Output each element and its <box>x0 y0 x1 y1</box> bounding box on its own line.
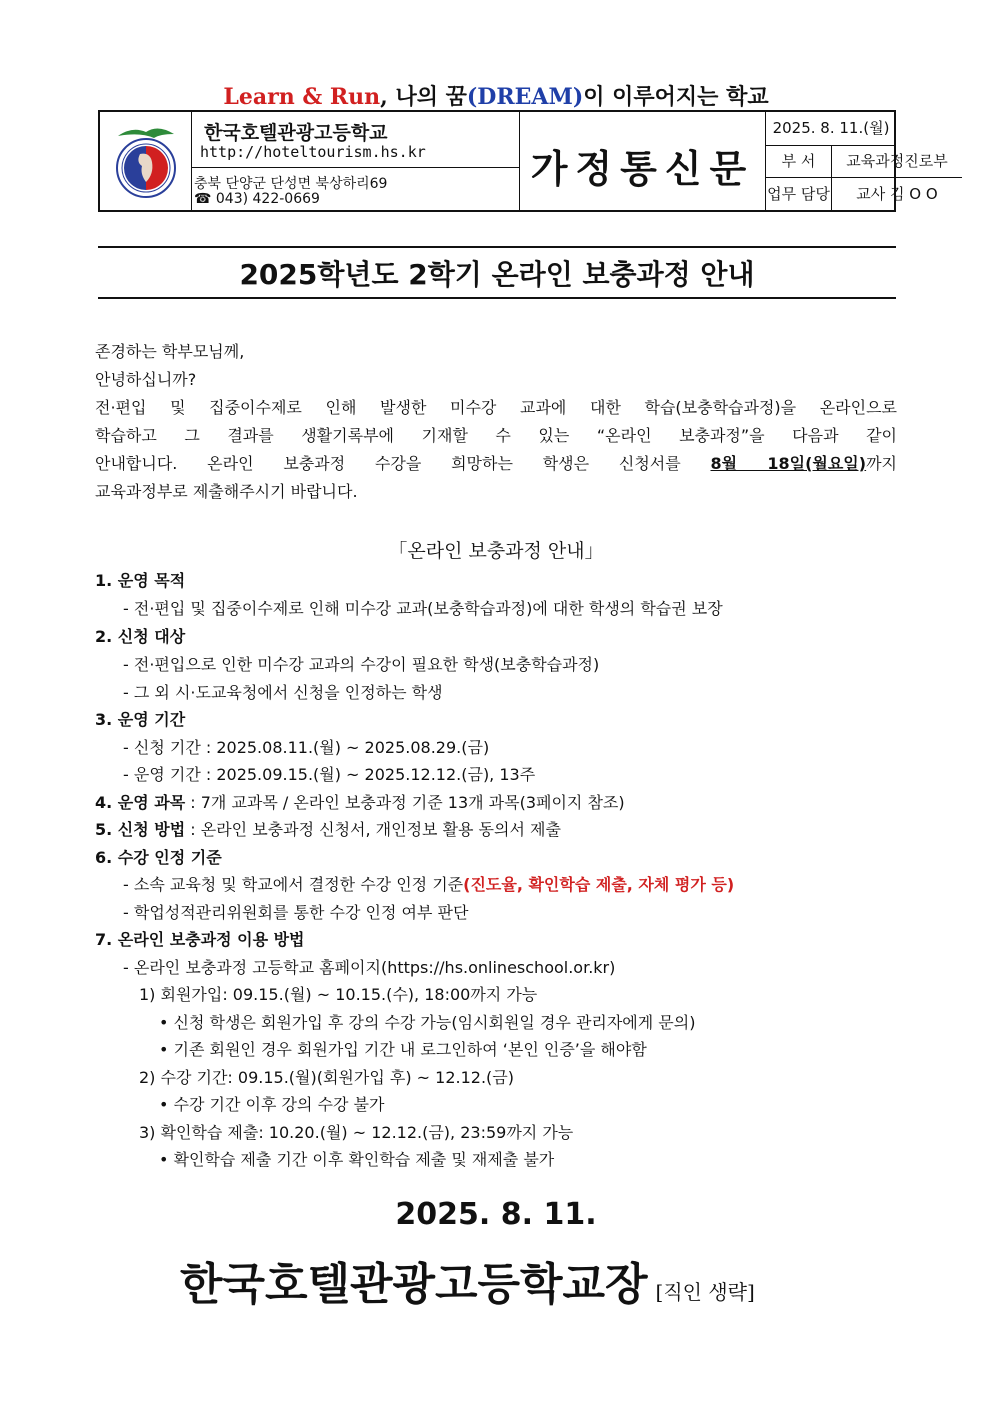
school-name: 한국호텔관광고등학교 <box>204 122 388 144</box>
slogan-dream: (DREAM) <box>466 84 584 110</box>
item-5 <box>95 816 561 843</box>
title-rule-top <box>98 246 896 248</box>
item-1-detail: - 전·편입 및 집중이수제로 인해 미수강 교과(보충학습과정)에 대한 학생의 학습권 보장 <box>123 599 723 618</box>
intro-line-3-pre: 안내합니다. 온라인 보충과정 수강을 희망하는 학생은 신청서를 <box>95 454 711 473</box>
item-7-step-3: 3) 확인학습 제출: 10.20.(월) ~ 12.12.(금), 23:59까지 가능 <box>139 1123 574 1142</box>
item-5-text: : 온라인 보충과정 신청서, 개인정보 활용 동의서 제출 <box>185 820 561 839</box>
intro-line-2: 학습하고 그 결과를 생활기록부에 기재할 수 있는 “온라인 보충과정”을 다음과 같이 <box>95 426 897 445</box>
staff-value: 교사 김 O O <box>856 185 938 203</box>
item-5-heading: 5. 신청 방법 <box>95 820 186 839</box>
seal-omitted: [직인 생략] <box>655 1280 755 1304</box>
doc-type-title: 가정통신문 <box>530 146 755 191</box>
principal-signature <box>180 1248 755 1312</box>
item-7-homepage: - 온라인 보충과정 고등학교 홈페이지(https://hs.onlineschool.or.kr) <box>123 958 616 977</box>
item-1-heading: 1. 운영 목적 <box>95 571 186 590</box>
item-7-heading: 7. 온라인 보충과정 이용 방법 <box>95 930 305 949</box>
school-address: 충북 단양군 단성면 북상하리69 <box>194 176 388 192</box>
item-2-heading: 2. 신청 대상 <box>95 627 186 646</box>
greeting-line-2: 안녕하십니까? <box>95 370 197 389</box>
item-4 <box>95 789 625 816</box>
doc-type-cell <box>520 112 766 210</box>
divider <box>192 167 519 168</box>
principal-name: 한국호텔관광고등학교장 <box>180 1259 648 1310</box>
item-7-step-1-bullet-b: • 기존 회원인 경우 회원가입 기간 내 로그인하여 ‘본인 인증’을 해야함 <box>159 1040 647 1059</box>
intro-line-4: 교육과정부로 제출해주시기 바랍니다. <box>95 482 358 501</box>
dept-value: 교육과정진로부 <box>832 145 962 178</box>
item-6-heading: 6. 수강 인정 기준 <box>95 848 222 867</box>
school-info-cell <box>192 112 520 210</box>
item-6-criteria-highlight: (진도율, 확인학습 제출, 자체 평가 등) <box>463 875 735 894</box>
greeting-line-1: 존경하는 학부모님께, <box>95 342 245 361</box>
school-slogan <box>0 80 992 111</box>
logo-cell <box>100 112 192 210</box>
item-7-step-3-bullet: • 확인학습 제출 기간 이후 확인학습 제출 및 재제출 불가 <box>159 1150 555 1169</box>
item-2-detail-a: - 전·편입으로 인한 미수강 교과의 수강이 필요한 학생(보충학습과정) <box>123 655 600 674</box>
item-4-heading: 4. 운영 과목 <box>95 793 186 812</box>
issue-date: 2025. 8. 11.(월) <box>766 112 896 146</box>
item-4-text: : 7개 교과목 / 온라인 보충과정 기준 13개 과목(3페이지 참조) <box>185 793 625 812</box>
intro-line-3-post: 까지 <box>866 454 898 473</box>
item-3-detail-b: - 운영 기간 : 2025.09.15.(월) ~ 2025.12.12.(금), 13주 <box>123 765 536 784</box>
title-rule-bottom <box>98 297 896 299</box>
dept-label: 부 서 <box>766 145 832 178</box>
school-logo-icon <box>110 122 182 202</box>
intro-line-3 <box>95 450 897 478</box>
school-url-link[interactable]: http://hoteltourism.hs.kr <box>200 143 426 161</box>
intro-line-1: 전·편입 및 집중이수제로 인해 발생한 미수강 교과에 대한 학습(보충학습과정)을 온라인으로 <box>95 398 897 417</box>
slogan-end: 이 이루어지는 학교 <box>583 84 769 110</box>
footer-date: 2025. 8. 11. <box>395 1197 597 1232</box>
item-7-step-1: 1) 회원가입: 09.15.(월) ~ 10.15.(수), 18:00까지 가능 <box>139 985 538 1004</box>
item-7-step-1-bullet-a: • 신청 학생은 회원가입 후 강의 수강 가능(임시회원일 경우 관리자에게 문의) <box>159 1013 696 1032</box>
item-7-step-2: 2) 수강 기간: 09.15.(월)(회원가입 후) ~ 12.12.(금) <box>139 1068 514 1087</box>
item-6-detail-a-text: - 소속 교육청 및 학교에서 결정한 수강 인정 기준 <box>123 875 464 894</box>
deadline-date: 8월 18일(월요일) <box>710 454 867 473</box>
item-6-detail-b: - 학업성적관리위원회를 통한 수강 인정 여부 판단 <box>123 903 469 922</box>
item-6-detail-a <box>123 871 734 898</box>
item-3-detail-a: - 신청 기간 : 2025.08.11.(월) ~ 2025.08.29.(금) <box>123 738 490 757</box>
document-title: 2025학년도 2학기 온라인 보충과정 안내 <box>239 258 755 291</box>
staff-label: 업무 담당 <box>766 178 832 211</box>
school-phone: ☎ 043) 422-0669 <box>194 191 320 207</box>
item-2-detail-b: - 그 외 시·도교육청에서 신청을 인정하는 학생 <box>123 683 443 702</box>
slogan-en: Learn & Run <box>223 84 381 110</box>
letterhead-table <box>98 110 948 212</box>
item-3-heading: 3. 운영 기간 <box>95 710 186 729</box>
item-7-step-2-bullet: • 수강 기간 이후 강의 수강 불가 <box>159 1095 385 1114</box>
section-title: 「온라인 보충과정 안내」 <box>388 540 604 562</box>
slogan-mid: , 나의 꿈 <box>380 84 467 110</box>
